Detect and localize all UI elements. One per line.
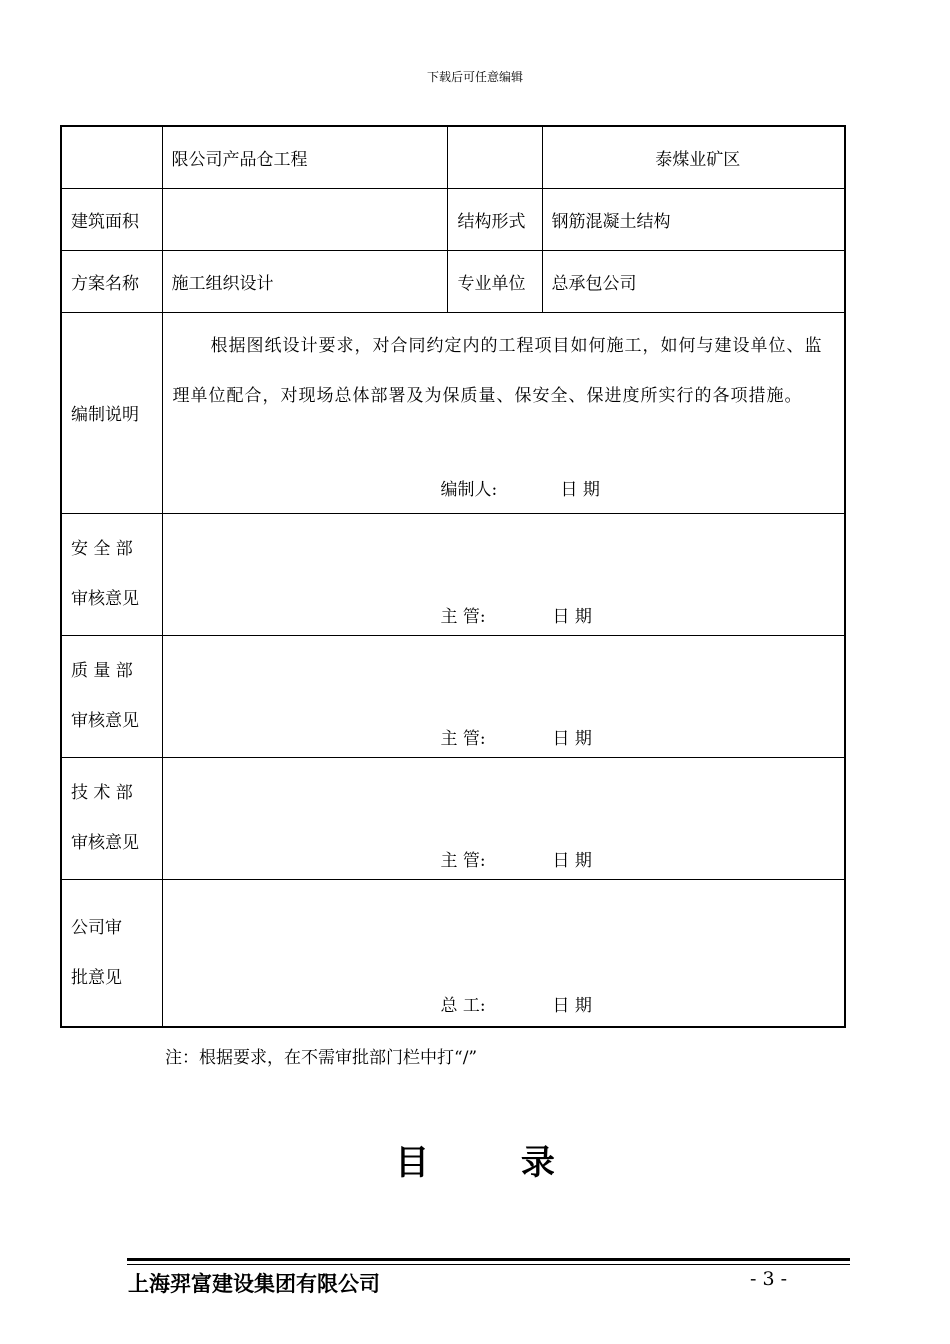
compiler-label: 编制人:	[440, 480, 498, 500]
company-date-label: 日 期	[552, 995, 592, 1016]
description-cell	[162, 312, 845, 513]
quality-manager-label: 主 管:	[440, 729, 486, 749]
table-row-quality-review	[61, 635, 845, 757]
table-row-area	[61, 188, 845, 250]
table-row-plan	[61, 250, 845, 312]
approval-form-table	[60, 125, 846, 1028]
table-row-project	[61, 126, 845, 188]
tech-manager-label: 主 管:	[440, 851, 486, 871]
safety-date-label: 日 期	[552, 607, 592, 627]
footnote: 注：根据要求，在不需审批部门栏中打“/”	[165, 1048, 478, 1068]
chief-engineer-label: 总 工:	[440, 995, 486, 1016]
safety-review-cell	[162, 513, 845, 635]
footer-rule-thin	[127, 1264, 850, 1265]
building-area-label: 建筑面积	[61, 188, 162, 250]
company-approval-cell	[162, 879, 845, 1027]
structure-type-label: 结构形式	[447, 188, 542, 250]
header-note: 下载后可任意编辑	[426, 70, 523, 84]
quality-review-opinion-label: 审核意见	[71, 711, 139, 731]
quality-review-cell	[162, 635, 845, 757]
footer-company-name: 上海羿富建设集团有限公司	[128, 1271, 380, 1296]
company-approval-label-line1: 公司审	[71, 917, 122, 938]
company-approval-label-line2: 批意见	[71, 967, 122, 988]
table-row-safety-review	[61, 513, 845, 635]
page-number: - 3 -	[750, 1268, 788, 1290]
toc-title: 目 录	[395, 1143, 595, 1183]
description-text: 根据图纸设计要求，对合同约定内的工程项目如何施工，如何与建设单位、监理单位配合，对现场总体部署及为保质量、保安全、保进度所实行的各项措施。	[172, 336, 823, 406]
table-row-company-approval	[61, 879, 845, 1027]
table-row-tech-review	[61, 757, 845, 879]
specialty-unit-value: 总承包公司	[542, 250, 845, 312]
footer-rule-thick	[127, 1258, 850, 1261]
tech-review-cell	[162, 757, 845, 879]
safety-review-label	[61, 513, 162, 635]
table-row-description	[61, 312, 845, 513]
project-location: 泰煤业矿区	[655, 149, 741, 170]
project-name-cell: 限公司产品仓工程	[162, 126, 447, 188]
quality-dept-label: 质 量 部	[71, 661, 133, 681]
tech-review-label	[61, 757, 162, 879]
safety-dept-label: 安 全 部	[71, 539, 133, 559]
safety-manager-label: 主 管:	[440, 607, 486, 627]
compiler-date-label: 日 期	[560, 480, 600, 500]
company-approval-label	[61, 879, 162, 1027]
tech-date-label: 日 期	[552, 851, 592, 871]
project-label2-cell	[447, 126, 542, 188]
structure-type-value: 钢筋混凝土结构	[542, 188, 845, 250]
description-label: 编制说明	[61, 312, 162, 513]
tech-review-opinion-label: 审核意见	[71, 833, 139, 853]
specialty-unit-label: 专业单位	[447, 250, 542, 312]
project-location-cell	[542, 126, 845, 188]
quality-review-label	[61, 635, 162, 757]
plan-name-value: 施工组织设计	[162, 250, 447, 312]
project-label-cell	[61, 126, 162, 188]
building-area-value	[162, 188, 447, 250]
tech-dept-label: 技 术 部	[71, 783, 133, 803]
plan-name-label: 方案名称	[61, 250, 162, 312]
quality-date-label: 日 期	[552, 729, 592, 749]
safety-review-opinion-label: 审核意见	[71, 589, 139, 609]
